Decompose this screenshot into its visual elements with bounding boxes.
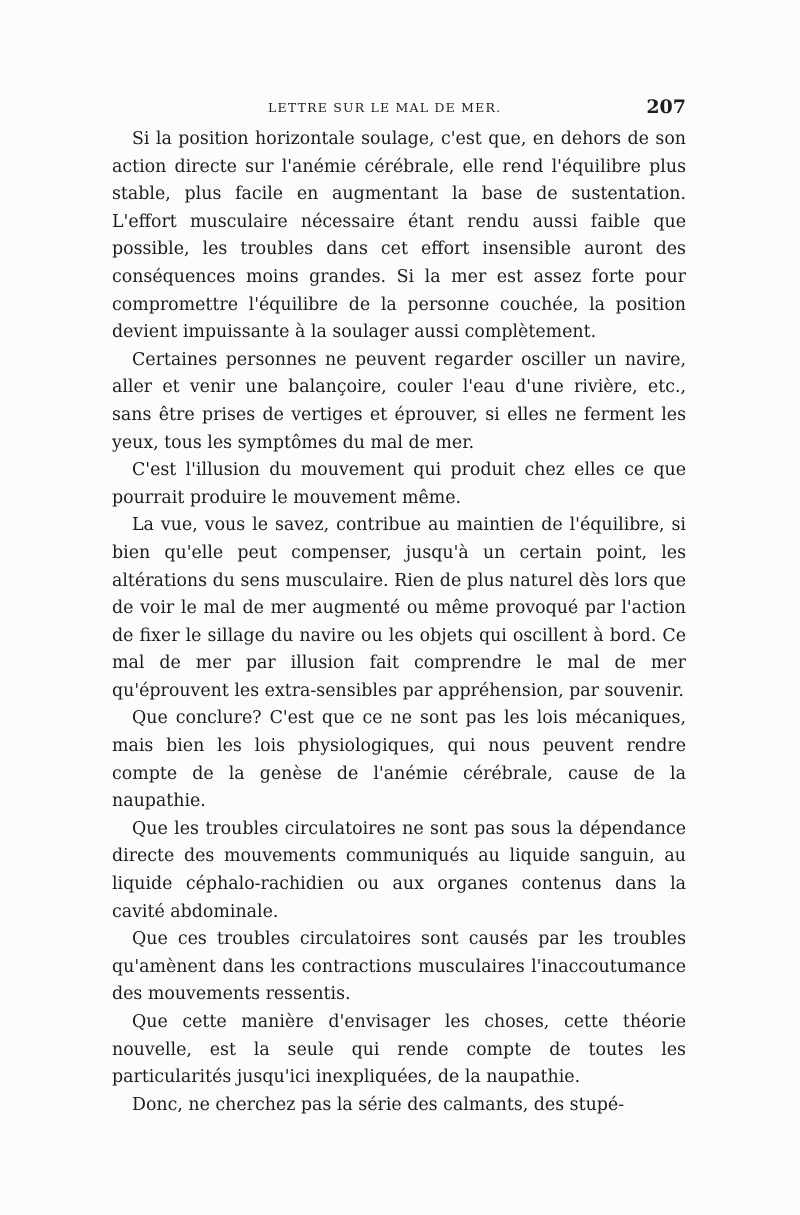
paragraph: La vue, vous le savez, contribue au maintien de l'équilibre, si bien qu'elle peut compenser, jusqu'à un certain point, les altérations du sens musculaire. Rien de plus naturel dès lors que de voir le mal de mer augmenté ou même provoqué par l'action de fixer le sillage du navire ou les objets qui oscillent à bord. Ce mal de mer par illusion fait comprendre le mal de mer qu'éprouvent les extra-sensibles par appréhension, par souvenir. [112,515,686,701]
body-text [112,126,686,1119]
paragraph: Donc, ne cherchez pas la série des calmants, des stupé- [132,1094,625,1115]
paragraph: Certaines personnes ne peuvent regarder osciller un navire, aller et venir une balançoire, couler l'eau d'une rivière, etc., sans être prises de vertiges et éprouver, si elles ne ferment les yeux, tous les symptômes du mal de mer. [112,349,686,453]
paragraph: Que ces troubles circulatoires sont causés par les troubles qu'amènent dans les contractions musculaires l'inaccoutumance des mouvements ressentis. [112,929,686,1005]
page-header [112,96,686,118]
paragraph: C'est l'illusion du mouvement qui produit chez elles ce que pourrait produire le mouvement même. [112,460,686,508]
page-number: 207 [646,96,686,118]
paragraph: Que conclure? C'est que ce ne sont pas les lois mécaniques, mais bien les lois physiologiques, qui nous peuvent rendre compte de la genèse de l'anémie cérébrale, cause de la naupathie. [112,708,686,812]
paragraph: Que cette manière d'envisager les choses, cette théorie nouvelle, est la seule qui rende compte de toutes les particularités jusqu'ici inexpliquées, de la naupathie. [112,1012,686,1088]
paragraph: Que les troubles circulatoires ne sont pas sous la dépendance directe des mouvements communiqués au liquide sanguin, au liquide céphalo-rachidien ou aux organes contenus dans la cavité abdominale. [112,818,686,922]
paragraph: Si la position horizontale soulage, c'est que, en dehors de son action directe sur l'anémie cérébrale, elle rend l'équilibre plus stable, plus facile en augmentant la base de sustentation. L'effort musculaire nécessaire étant rendu aussi faible que possible, les troubles dans cet effort insensible auront des conséquences moins grandes. Si la mer est assez forte pour compromettre l'équilibre de la personne couchée, la position devient impuissante à la soulager aussi complètement. [112,129,686,343]
running-title: LETTRE SUR LE MAL DE MER. [268,100,502,115]
